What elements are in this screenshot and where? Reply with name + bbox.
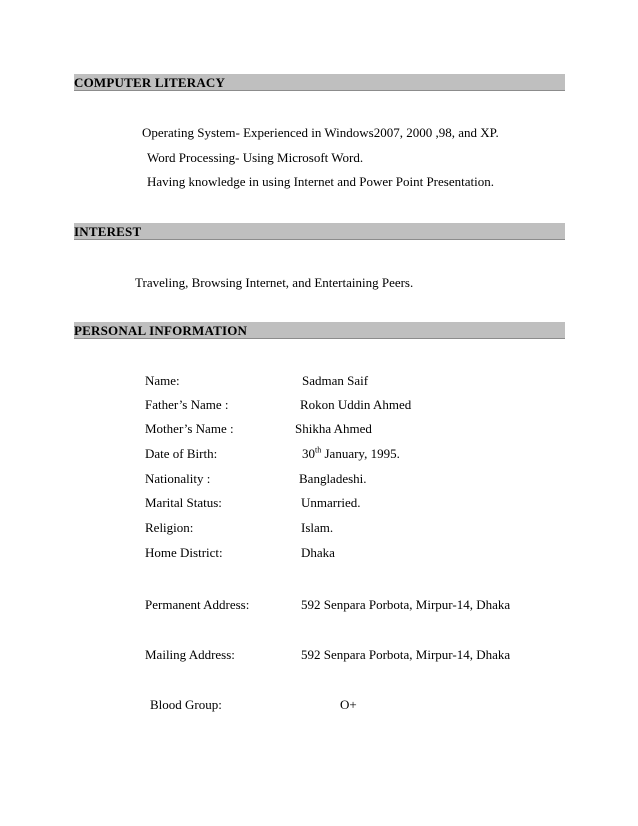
value-date-of-birth <box>302 446 400 462</box>
label-home-district: Home District: <box>145 545 223 560</box>
value-religion: Islam. <box>301 520 334 535</box>
label-mailing-address: Mailing Address: <box>145 647 235 662</box>
label-blood-group: Blood Group: <box>150 697 222 712</box>
section-heading-personal-information: PERSONAL INFORMATION <box>74 322 565 339</box>
label-nationality: Nationality : <box>145 471 211 486</box>
label-fathers-name: Father’s Name : <box>145 397 229 412</box>
value-fathers-name: Rokon Uddin Ahmed <box>300 397 412 412</box>
label-date-of-birth: Date of Birth: <box>145 446 218 461</box>
value-mothers-name: Shikha Ahmed <box>295 421 372 436</box>
dob-ordinal: th <box>315 445 322 455</box>
section-heading-computer-literacy: COMPUTER LITERACY <box>74 74 565 91</box>
dob-month-year: January, 1995. <box>321 446 400 461</box>
value-marital-status: Unmarried. <box>301 495 361 510</box>
label-permanent-address: Permanent Address: <box>145 597 250 612</box>
value-permanent-address: 592 Senpara Porbota, Mirpur-14, Dhaka <box>301 597 511 612</box>
computer-literacy-line-2: Word Processing- Using Microsoft Word. <box>147 150 364 165</box>
computer-literacy-line-3: Having knowledge in using Internet and Power Point Presentation. <box>147 174 494 189</box>
dob-day: 30 <box>302 446 315 461</box>
label-mothers-name: Mother’s Name : <box>145 421 234 436</box>
label-religion: Religion: <box>145 520 194 535</box>
value-nationality: Bangladeshi. <box>299 471 367 486</box>
interest-line: Traveling, Browsing Internet, and Entertaining Peers. <box>135 275 414 290</box>
value-blood-group: O+ <box>340 697 357 712</box>
computer-literacy-line-1: Operating System- Experienced in Windows2007, 2000 ,98, and XP. <box>142 125 499 140</box>
value-mailing-address: 592 Senpara Porbota, Mirpur-14, Dhaka <box>301 647 511 662</box>
label-marital-status: Marital Status: <box>145 495 222 510</box>
section-heading-interest: INTEREST <box>74 223 565 240</box>
value-name: Sadman Saif <box>302 373 369 388</box>
value-home-district: Dhaka <box>301 545 335 560</box>
label-name: Name: <box>145 373 180 388</box>
